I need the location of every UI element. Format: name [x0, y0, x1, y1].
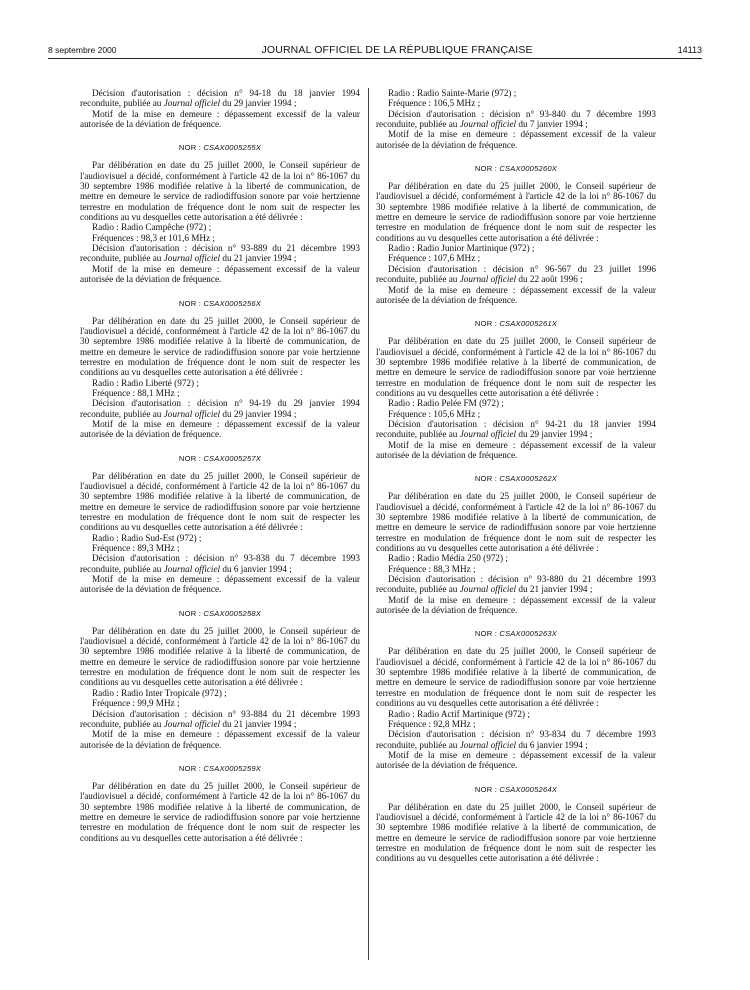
radio-name: Radio Actif Martinique (972) ; [417, 708, 530, 719]
entry-deliberation: Par délibération en date du 25 juillet 2000, le Conseil supérieur de l'audiovisuel a décidé, conformément à l'article 42 de la loi n° 86-1067 du 30 septembre 1986 modifiée relative à la liberté de communication, de mettre en demeure le service de radiodiffusion sonore par voie hertzienne terrestre en modulation de fréquence dont le nom suit de respecter les conditions au vu desquelles cette autorisation a été délivrée : [376, 491, 656, 554]
nor-code: CSAX0005260X [499, 164, 558, 174]
entry-frequency: Fréquence : 99,9 MHz ; [92, 698, 180, 709]
entry-deliberation: Par délibération en date du 25 juillet 2000, le Conseil supérieur de l'audiovisuel a décidé, conformément à l'article 42 de la loi n° 86-1067 du 30 septembre 1986 modifiée relative à la liberté de communication, de mettre en demeure le service de radiodiffusion sonore par voie hertzienne terrestre en modulation de fréquence dont le nom suit de respecter les conditions au vu desquelles cette autorisation a été délivrée : [376, 336, 656, 398]
entry-decision: Décision d'autorisation : décision n° 93-884 du 21 décembre 1993 reconduite, publiée au Journal officiel du 21 janvier 1994 ; [80, 708, 360, 729]
frequency-value: 107,6 MHz ; [433, 253, 481, 264]
entry-motif: Motif de la mise en demeure : dépassement excessif de la valeur autorisée de la déviation de fréquence. [376, 284, 656, 305]
nor-label: NOR : [178, 298, 202, 308]
entry-deliberation: Par délibération en date du 25 juillet 2000, le Conseil supérieur de l'audiovisuel a décidé, conformément à l'article 42 de la loi n° 86-1067 du 30 septembre 1986 modifiée relative à la liberté de communication, de mettre en demeure le service de radiodiffusion sonore par voie hertzienne terrestre en modulation de fréquence dont le nom suit de respecter les conditions au vu desquelles cette autorisation a été délivrée : [376, 801, 656, 864]
entry-deliberation: Par délibération en date du 25 juillet 2000, le Conseil supérieur de l'audiovisuel a décidé, conformément à l'article 42 de la loi n° 86-1067 du 30 septembre 1986 modifiée relative à la liberté de communication, de mettre en demeure le service de radiodiffusion sonore par voie hertzienne terrestre en modulation de fréquence dont le nom suit de respecter les conditions au vu desquelles cette autorisation a été délivrée : [80, 780, 360, 843]
entry-motif: Motif de la mise en demeure : dépassement excessif de la valeur autorisée de la déviation de fréquence. [376, 129, 656, 150]
entry-motif: Motif de la mise en demeure : dépassement excessif de la valeur autorisée de la déviation de fréquence. [376, 439, 656, 460]
decision-ref: décision n° 93-834 du 7 décembre 1993 [489, 729, 656, 740]
column-divider [368, 88, 369, 960]
entry-deliberation: Par délibération en date du 25 juillet 2000, le Conseil supérieur de l'audiovisuel a décidé, conformément à l'article 42 de la loi n° 86-1067 du 30 septembre 1986 modifiée relative à la liberté de communication, de mettre en demeure le service de radiodiffusion sonore par voie hertzienne terrestre en modulation de fréquence dont le nom suit de respecter les conditions au vu desquelles cette autorisation a été délivrée : [80, 160, 360, 223]
nor-label: NOR : [178, 608, 202, 618]
nor-code: CSAX0005263X [499, 629, 558, 639]
right-column [376, 88, 656, 864]
entry-decision: Décision d'autorisation : décision n° 94-21 du 18 janvier 1994 reconduite, publiée au Journal officiel du 29 janvier 1994 ; [376, 418, 656, 440]
radio-name: Radio Campêche (972) ; [121, 222, 212, 233]
page-header [48, 42, 702, 58]
entry-motif: Motif de la mise en demeure : dépassement excessif de la valeur autorisée de la déviation de fréquence. [80, 574, 360, 595]
entry-deliberation: Par délibération en date du 25 juillet 2000, le Conseil supérieur de l'audiovisuel a décidé, conformément à l'article 42 de la loi n° 86-1067 du 30 septembre 1986 modifiée relative à la liberté de communication, de mettre en demeure le service de radiodiffusion sonore par voie hertzienne terrestre en modulation de fréquence dont le nom suit de respecter les conditions au vu desquelles cette autorisation a été délivrée : [80, 315, 360, 378]
entry-decision: Décision d'autorisation : décision n° 94-18 du 18 janvier 1994 reconduite, publiée au Journal officiel du 29 janvier 1994 ; [80, 88, 360, 109]
nor-label: NOR : [474, 319, 498, 329]
radio-name: Radio Pelée FM (972) ; [417, 398, 504, 409]
nor-label: NOR : [474, 784, 498, 794]
jo-date: du 21 janvier 1994 ; [220, 253, 297, 264]
entry-deliberation: Par délibération en date du 25 juillet 2000, le Conseil supérieur de l'audiovisuel a décidé, conformément à l'article 42 de la loi n° 86-1067 du 30 septembre 1986 modifiée relative à la liberté de communication, de mettre en demeure le service de radiodiffusion sonore par voie hertzienne terrestre en modulation de fréquence dont le nom suit de respecter les conditions au vu desquelles cette autorisation a été délivrée : [376, 181, 656, 243]
entry-radio: Radio : Radio Média 250 (972) ; [388, 553, 508, 564]
frequency-value: 105,6 MHz ; [433, 408, 481, 419]
jo-date: du 21 janvier 1994 ; [220, 718, 297, 729]
entry-radio: Radio : Radio Junior Martinique (972) ; [388, 243, 535, 254]
nor-label: NOR : [178, 143, 202, 153]
nor-reference [80, 764, 360, 773]
nor-reference [376, 319, 656, 328]
frequency-value: 99,9 MHz ; [137, 698, 180, 709]
header-title: JOURNAL OFFICIEL DE LA RÉPUBLIQUE FRANÇAISE [261, 44, 533, 56]
nor-reference [376, 164, 656, 173]
entry-motif: Motif de la mise en demeure : dépassement excessif de la valeur autorisée de la déviation de fréquence. [80, 729, 360, 750]
entry-deliberation: Par délibération en date du 25 juillet 2000, le Conseil supérieur de l'audiovisuel a décidé, conformément à l'article 42 de la loi n° 86-1067 du 30 septembre 1986 modifiée relative à la liberté de communication, de mettre en demeure le service de radiodiffusion sonore par voie hertzienne terrestre en modulation de fréquence dont le nom suit de respecter les conditions au vu desquelles cette autorisation a été délivrée : [80, 470, 360, 533]
header-rule [48, 58, 702, 59]
frequency-value: 88,1 MHz ; [137, 387, 180, 398]
nor-reference [80, 454, 360, 463]
nor-label: NOR : [178, 453, 202, 463]
entry-decision: Décision d'autorisation : décision n° 93-834 du 7 décembre 1993 reconduite, publiée au Journal officiel du 6 janvier 1994 ; [376, 729, 656, 750]
radio-name: Radio Sud-Est (972) ; [121, 532, 202, 543]
entry-radio: Radio : Radio Campêche (972) ; [92, 222, 212, 233]
entry-decision: Décision d'autorisation : décision n° 93-840 du 7 décembre 1993 reconduite, publiée au Journal officiel du 7 janvier 1994 ; [376, 108, 656, 130]
entry-frequency: Fréquence : 89,3 MHz ; [92, 543, 180, 554]
entry-radio: Radio : Radio Liberté (972) ; [92, 377, 199, 388]
decision-ref: décision n° 94-19 du 29 janvier 1994 [197, 398, 360, 409]
entry-frequency: Fréquences : 98,3 et 101,6 MHz ; [92, 232, 215, 243]
nor-code: CSAX0005258X [203, 608, 262, 618]
jo-date: du 6 janvier 1994 ; [516, 739, 588, 750]
nor-code: CSAX0005262X [499, 474, 558, 484]
entry-motif: Motif de la mise en demeure : dépassement excessif de la valeur autorisée de la déviation de fréquence. [376, 749, 656, 771]
nor-reference [376, 474, 656, 483]
entry-decision: Décision d'autorisation : décision n° 93-889 du 21 décembre 1993 reconduite, publiée au Journal officiel du 21 janvier 1994 ; [80, 243, 360, 264]
entry-deliberation: Par délibération en date du 25 juillet 2000, le Conseil supérieur de l'audiovisuel a décidé, conformément à l'article 42 de la loi n° 86-1067 du 30 septembre 1986 modifiée relative à la liberté de communication, de mettre en demeure le service de radiodiffusion sonore par voie hertzienne terrestre en modulation de fréquence dont le nom suit de respecter les conditions au vu desquelles cette autorisation a été délivrée : [376, 646, 656, 709]
entry-motif: Motif de la mise en demeure : dépassement excessif de la valeur autorisée de la déviation de fréquence. [80, 108, 360, 130]
entry-radio: Radio : Radio Sainte-Marie (972) ; [388, 88, 517, 98]
entry-decision: Décision d'autorisation : décision n° 96-567 du 23 juillet 1996 reconduite, publiée au Journal officiel du 22 août 1996 ; [376, 263, 656, 285]
decision-ref: décision n° 93-889 du 21 décembre 1993 [192, 243, 360, 254]
jo-date: du 29 janvier 1994 ; [220, 408, 297, 419]
entry-deliberation: Par délibération en date du 25 juillet 2000, le Conseil supérieur de l'audiovisuel a décidé, conformément à l'article 42 de la loi n° 86-1067 du 30 septembre 1986 modifiée relative à la liberté de communication, de mettre en demeure le service de radiodiffusion sonore par voie hertzienne terrestre en modulation de fréquence dont le nom suit de respecter les conditions au vu desquelles cette autorisation a été délivrée : [80, 625, 360, 688]
frequency-value: 98,3 et 101,6 MHz ; [140, 232, 215, 243]
entry-frequency: Fréquence : 88,1 MHz ; [92, 387, 180, 398]
entry-radio: Radio : Radio Inter Tropicale (972) ; [92, 687, 227, 698]
decision-ref: décision n° 93-884 du 21 décembre 1993 [192, 708, 360, 719]
nor-label: NOR : [178, 763, 202, 773]
header-page-number: 14113 [677, 45, 702, 55]
nor-code: CSAX0005255X [203, 143, 262, 153]
frequency-value: 89,3 MHz ; [137, 543, 180, 554]
nor-code: CSAX0005261X [499, 319, 558, 329]
decision-ref: décision n° 96-567 du 23 juillet 1996 [492, 263, 656, 274]
nor-reference [376, 629, 656, 638]
frequency-value: 88,3 MHz ; [433, 563, 476, 574]
radio-name: Radio Inter Tropicale (972) ; [121, 687, 227, 698]
entry-frequency: Fréquence : 106,5 MHz ; [388, 98, 481, 109]
radio-name: Radio Liberté (972) ; [121, 377, 199, 388]
nor-code: CSAX0005256X [203, 298, 262, 308]
nor-label: NOR : [474, 164, 498, 174]
nor-label: NOR : [474, 629, 498, 639]
entry-frequency: Fréquence : 92,8 MHz ; [388, 718, 476, 729]
entry-decision: Décision d'autorisation : décision n° 93-880 du 21 décembre 1993 reconduite, publiée au Journal officiel du 21 janvier 1994 ; [376, 574, 656, 595]
radio-name: Radio Junior Martinique (972) ; [417, 243, 535, 254]
decision-ref: décision n° 93-838 du 7 décembre 1993 [193, 553, 360, 564]
nor-reference [80, 609, 360, 618]
decision-ref: décision n° 94-21 du 18 janvier 1994 [493, 418, 656, 429]
decision-ref: décision n° 93-880 du 21 décembre 1993 [488, 574, 656, 585]
nor-code: CSAX0005259X [203, 763, 262, 773]
radio-name: Radio Média 250 (972) ; [417, 553, 508, 564]
left-column [80, 88, 360, 843]
entry-frequency: Fréquence : 88,3 MHz ; [388, 563, 476, 574]
entry-decision: Décision d'autorisation : décision n° 93-838 du 7 décembre 1993 reconduite, publiée au Journal officiel du 6 janvier 1994 ; [80, 553, 360, 574]
nor-reference [80, 299, 360, 308]
nor-code: CSAX0005264X [499, 784, 558, 794]
entry-frequency: Fréquence : 107,6 MHz ; [388, 253, 481, 264]
entry-motif: Motif de la mise en demeure : dépassement excessif de la valeur autorisée de la déviation de fréquence. [80, 263, 360, 285]
entry-decision: Décision d'autorisation : décision n° 94-19 du 29 janvier 1994 reconduite, publiée au Journal officiel du 29 janvier 1994 ; [80, 398, 360, 419]
entry-frequency: Fréquence : 105,6 MHz ; [388, 408, 481, 419]
nor-label: NOR : [474, 474, 498, 484]
jo-date: du 6 janvier 1994 ; [220, 563, 292, 574]
entry-radio: Radio : Radio Sud-Est (972) ; [92, 532, 202, 543]
jo-date: du 29 janvier 1994 ; [516, 429, 593, 440]
header-date: 8 septembre 2000 [48, 45, 117, 55]
jo-date: du 21 janvier 1994 ; [516, 584, 593, 595]
frequency-value: 92,8 MHz ; [433, 718, 476, 729]
entry-motif: Motif de la mise en demeure : dépassement excessif de la valeur autorisée de la déviation de fréquence. [80, 418, 360, 440]
nor-reference [376, 785, 656, 794]
jo-date: du 22 août 1996 ; [516, 274, 583, 285]
nor-code: CSAX0005257X [203, 453, 262, 463]
entry-radio: Radio : Radio Actif Martinique (972) ; [388, 708, 530, 719]
nor-reference [80, 143, 360, 152]
entry-motif: Motif de la mise en demeure : dépassement excessif de la valeur autorisée de la déviation de fréquence. [376, 594, 656, 616]
entry-radio: Radio : Radio Pelée FM (972) ; [388, 398, 504, 409]
